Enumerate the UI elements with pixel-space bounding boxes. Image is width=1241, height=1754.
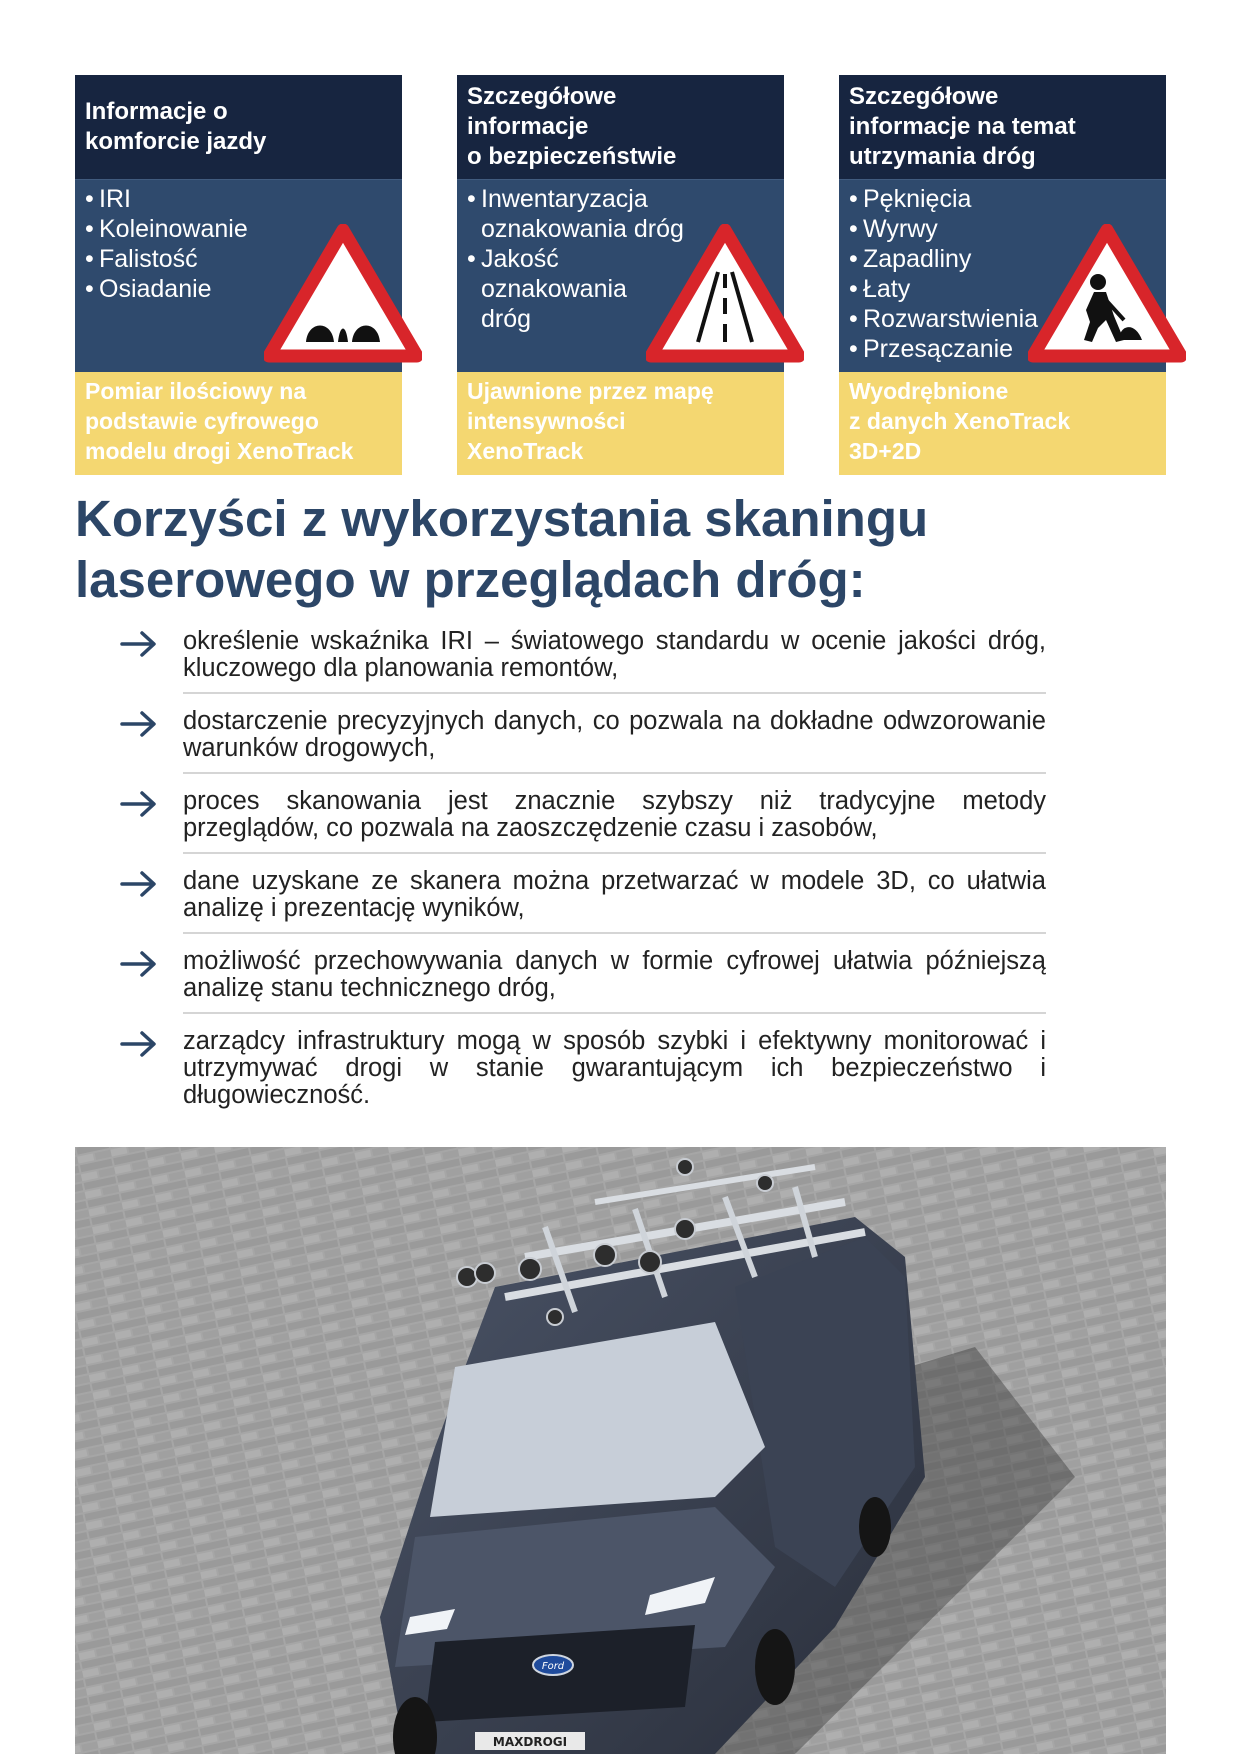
arrow-right-icon — [120, 950, 158, 978]
list-item: zarządcy infrastruktury mogą w sposób szybki i efektywny monitorować i utrzymywać drogi w stanie gwarantującym ich bezpieczeństwo i długowieczność. — [120, 1028, 1046, 1121]
info-card-safety — [457, 75, 784, 475]
arrow-right-icon — [120, 710, 158, 738]
svg-text:MAXDROGI: MAXDROGI — [492, 1735, 568, 1749]
card-footer: Wyodrębnione z danych XenoTrack 3D+2D — [839, 372, 1166, 475]
card-item-list — [85, 184, 392, 304]
list-item: • Przesączanie — [849, 334, 1156, 364]
van-illustration — [75, 1147, 1166, 1754]
arrow-right-icon — [120, 630, 158, 658]
list-item: proces skanowania jest znacznie szybszy niż tradycyjne metody przeglądów, co pozwala na zaoszczędzenie czasu i zasobów, — [120, 788, 1046, 854]
list-item: dane uzyskane ze skanera można przetwarzać w modele 3D, co ułatwia analizę i prezentację wyników, — [120, 868, 1046, 934]
card-body — [75, 179, 402, 372]
info-card-maintenance — [839, 75, 1166, 475]
list-item: • Osiadanie — [85, 274, 392, 304]
list-item: • Zapadliny — [849, 244, 1156, 274]
info-card-ride-comfort — [75, 75, 402, 475]
list-item: • Wyrwy — [849, 214, 1156, 244]
card-item-list — [849, 184, 1156, 364]
card-item-list — [467, 184, 717, 334]
arrow-right-icon — [120, 870, 158, 898]
list-item: • Inwentaryzacja oznakowania dróg — [467, 184, 717, 244]
card-footer: Ujawnione przez mapę intensywności XenoTrack — [457, 372, 784, 475]
card-body — [457, 179, 784, 372]
arrow-right-icon — [120, 1030, 158, 1058]
card-title: Informacje o komforcie jazdy — [75, 75, 402, 179]
card-title: Szczegółowe informacje o bezpieczeństwie — [457, 75, 784, 179]
list-item: • IRI — [85, 184, 392, 214]
list-item: • Rozwarstwienia — [849, 304, 1156, 334]
list-item: • Łaty — [849, 274, 1156, 304]
scanning-van-photo — [75, 1147, 1166, 1754]
list-item: dostarczenie precyzyjnych danych, co pozwala na dokładne odwzorowanie warunków drogowych, — [120, 708, 1046, 774]
card-title: Szczegółowe informacje na temat utrzymania dróg — [839, 75, 1166, 179]
card-body — [839, 179, 1166, 372]
page-title: Korzyści z wykorzystania skaningu laserowego w przeglądach dróg: — [75, 490, 929, 608]
list-item: • Koleinowanie — [85, 214, 392, 244]
arrow-right-icon — [120, 790, 158, 818]
list-item: możliwość przechowywania danych w formie cyfrowej ułatwia późniejszą analizę stanu technicznego dróg, — [120, 948, 1046, 1014]
list-item: • Jakość oznakowania dróg — [467, 244, 661, 334]
list-item: • Pęknięcia — [849, 184, 1156, 214]
list-item: określenie wskaźnika IRI – światowego standardu w ocenie jakości dróg, kluczowego dla planowania remontów, — [120, 628, 1046, 694]
list-item: • Falistość — [85, 244, 392, 274]
card-footer: Pomiar ilościowy na podstawie cyfrowego modelu drogi XenoTrack — [75, 372, 402, 475]
benefits-list — [120, 628, 1046, 1135]
svg-text:Ford: Ford — [541, 1661, 565, 1672]
